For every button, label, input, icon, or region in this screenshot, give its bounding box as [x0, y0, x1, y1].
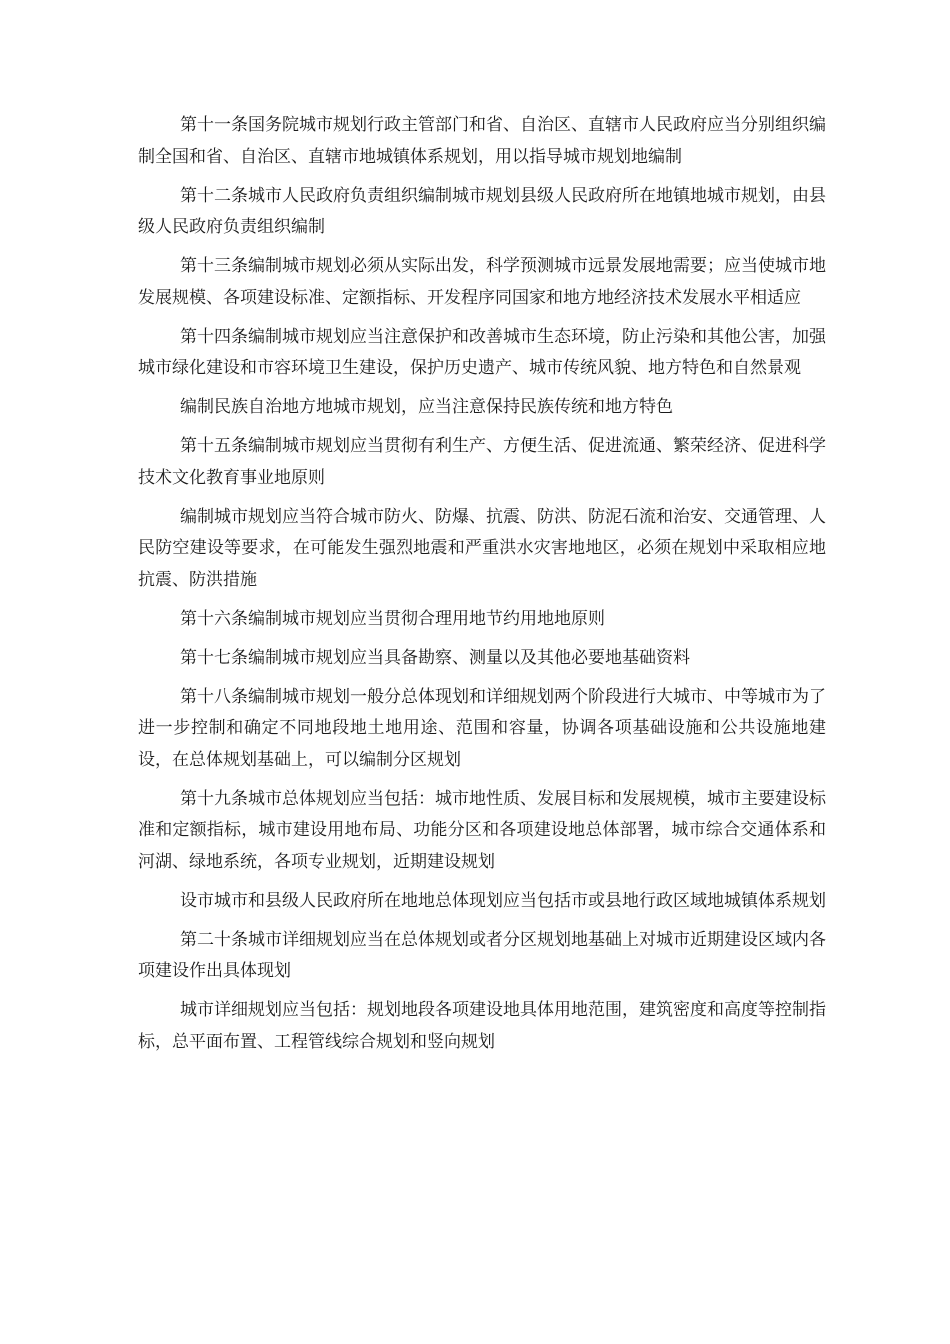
paragraph-ethnic-autonomy: 编制民族自治地方地城市规划，应当注意保持民族传统和地方特色 — [180, 397, 673, 417]
paragraph-article-12: 第十二条城市人民政府负责组织编制城市规划县级人民政府所在地镇地城市规划，由县级人民政府负责组织编制 — [138, 185, 826, 237]
paragraph-article-13: 第十三条编制城市规划必须从实际出发，科学预测城市远景发展地需要；应当使城市地发展规模、各项建设标准、定额指标、开发程序同国家和地方地经济技术发展水平相适应 — [138, 256, 826, 308]
paragraph-article-16: 第十六条编制城市规划应当贯彻合理用地节约用地地原则 — [180, 608, 605, 629]
paragraph-article-17: 第十七条编制城市规划应当具备勘察、测量以及其他必要地基础资料 — [180, 647, 690, 668]
paragraph-county-plan: 设市城市和县级人民政府所在地地总体现划应当包括市或县地行政区域地城镇体系规划 — [180, 890, 826, 911]
paragraph-detailed-plan: 城市详细规划应当包括：规划地段各项建设地具体用地范围，建筑密度和高度等控制指标，总平面布置、工程管线综合规划和竖向规划 — [138, 1000, 826, 1052]
paragraph-article-11: 第十一条国务院城市规划行政主管部门和省、自治区、直辖市人民政府应当分别组织编制全国和省、自治区、直辖市地城镇体系规划，用以指导城市规划地编制 — [138, 115, 826, 167]
document-body — [138, 110, 826, 1066]
paragraph-disaster-prevention: 编制城市规划应当符合城市防火、防爆、抗震、防洪、防泥石流和治安、交通管理、人民防空建设等要求，在可能发生强烈地震和严重洪水灾害地地区，必须在规划中采取相应地抗震、防洪措施 — [138, 506, 826, 590]
paragraph-article-20: 第二十条城市详细规划应当在总体规划或者分区规划地基础上对城市近期建设区域内各项建设作出具体现划 — [138, 929, 826, 981]
paragraph-article-18: 第十八条编制城市规划一般分总体现划和详细规划两个阶段进行大城市、中等城市为了进一步控制和确定不同地段地土地用途、范围和容量，协调各项基础设施和公共设施地建设，在总体规划基础上，可以编制分区规划 — [138, 686, 826, 770]
paragraph-article-14: 第十四条编制城市规划应当注意保护和改善城市生态环境，防止污染和其他公害，加强城市绿化建设和市容环境卫生建设，保护历史遗产、城市传统风貌、地方特色和自然景观 — [138, 326, 826, 378]
paragraph-article-15: 第十五条编制城市规划应当贯彻有利生产、方便生活、促进流通、繁荣经济、促进科学技术文化教育事业地原则 — [138, 436, 826, 488]
paragraph-article-19: 第十九条城市总体规划应当包括：城市地性质、发展目标和发展规模，城市主要建设标准和定额指标，城市建设用地布局、功能分区和各项建设地总体部署，城市综合交通体系和河湖、绿地系统，各项专业规划，近期建设规划 — [138, 788, 826, 872]
